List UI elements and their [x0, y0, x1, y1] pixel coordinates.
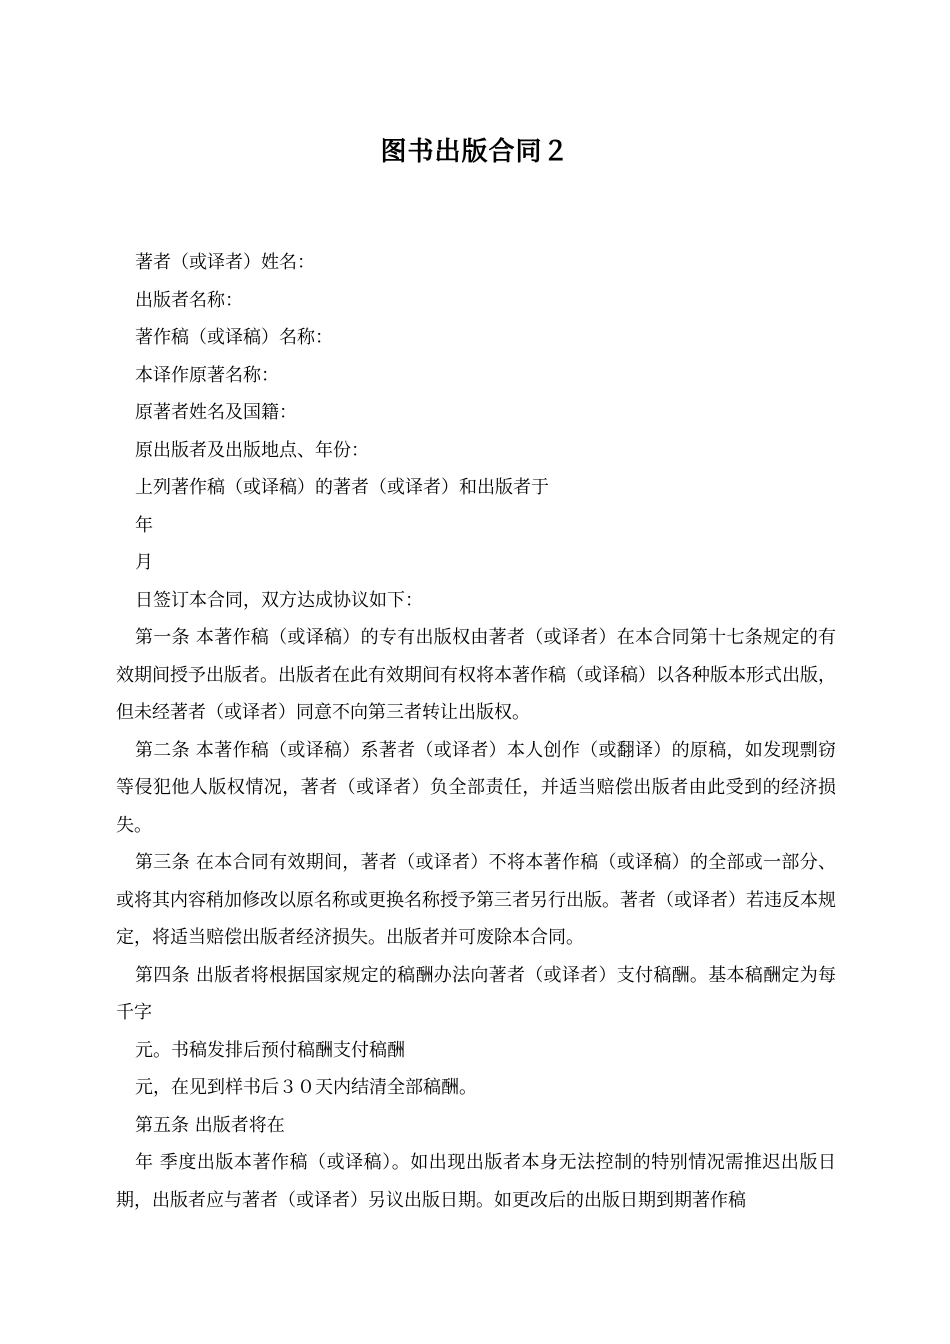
article-1: 第一条 本著作稿（或译稿）的专有出版权由著者（或译者）在本合同第十七条规定的有效期间授予出版者。出版者在此有效期间有权将本著作稿（或译稿）以各种版本形式出版，但未经著者（或译者）同意不向第三者转让出版权。 — [116, 627, 836, 723]
signing-month: 月 — [135, 552, 153, 573]
article-5-detail: 年 季度出版本著作稿（或译稿）。如出现出版者本身无法控制的特别情况需推迟出版日期，出版者应与著者（或译者）另议出版日期。如更改后的出版日期到期著作稿 — [116, 1152, 836, 1211]
signing-year: 年 — [135, 514, 153, 536]
document-title: 图书出版合同２ — [380, 137, 570, 167]
article-4-advance: 元。书稿发排后预付稿酬支付稿酬 — [135, 1039, 405, 1061]
article-2: 第二条 本著作稿（或译稿）系著者（或译者）本人创作（或翻译）的原稿，如发现剽窃等侵犯他人版权情况，著者（或译者）负全部责任，并适当赔偿出版者由此受到的经济损失。 — [116, 739, 836, 836]
signing-intro: 上列著作稿（或译稿）的著者（或译者）和出版者于 — [135, 477, 549, 498]
article-3: 第三条 在本合同有效期间，著者（或译者）不将本著作稿（或译稿）的全部或一部分、或将其内容稍加修改以原名称或更换名称授予第三者另行出版。著者（或译者）若违反本规定，将适当赔偿出版者经济损失。出版者并可废除本合同。 — [116, 852, 836, 948]
field-author-name: 著者（或译者）姓名： — [135, 252, 315, 273]
field-original-title: 本译作原著名称： — [135, 364, 279, 386]
article-5: 第五条 出版者将在 — [135, 1114, 285, 1136]
article-4: 第四条 出版者将根据国家规定的稿酬办法向著者（或译者）支付稿酬。基本稿酬定为每千字 — [116, 964, 836, 1023]
article-4-settlement: 元，在见到样书后３０天内结清全部稿酬。 — [135, 1077, 477, 1098]
field-original-publisher: 原出版者及出版地点、年份： — [135, 439, 369, 461]
field-publisher-name: 出版者名称： — [135, 289, 243, 311]
document-body — [116, 244, 836, 1219]
field-work-title: 著作稿（或译稿）名称： — [135, 327, 333, 348]
field-original-author: 原著者姓名及国籍： — [135, 402, 297, 423]
signing-day: 日签订本合同，双方达成协议如下： — [135, 589, 423, 611]
